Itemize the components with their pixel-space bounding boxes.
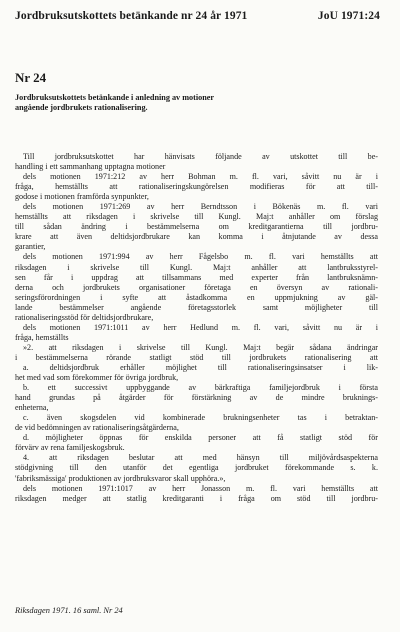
body-line: krare att även deltidsjordbrukare kan komma i åtnjutande av dessa [15,232,378,242]
body-line: fråga, hemställts [15,332,69,342]
body-line: c. även skogsdelen vid kombinerade brukningsenheter tas i betraktan- [23,413,378,423]
body-line: dels motionen 1971:1017 av herr Jonasson m. fl. vari hemställts att [23,483,378,493]
body-line: fråga, hemställts att rationaliseringskungörelsen modifieras för att till- [15,182,378,192]
body-line: dels motionen 1971:994 av herr Fågelsbo m. fl. vari hemställts att [23,252,378,262]
body-line: b. ett successivt uppbyggande av bärkraftiga familjejordbruk i första [23,383,378,393]
subject-line: Jordbruksutskottets betänkande i anledning av motioner [15,93,215,102]
running-header-reference: JoU 1971:24 [317,10,380,22]
body-line: 'fabriksmässiga' produktionen av jordbruksvaror skall upphöra.», [15,473,226,483]
report-subject [15,93,315,113]
body-line: dels motionen 1971:269 av herr Berndtsson i Bökenäs m. fl. vari [23,202,378,212]
body-line: enheterna, [15,403,49,413]
running-header-title: Jordbruksutskottets betänkande nr 24 år 1971 [15,10,248,22]
body-line: dels motionen 1971:1011 av herr Hedlund m. fl. vari, såvitt nu är i [23,322,378,332]
body-line: »2. att riksdagen i skrivelse till Kungl. Maj:t begär sådana ändringar [23,342,378,352]
body-line: seringsförordningen i syfte att åstadkomma en uppmjukning av gäl- [15,292,378,302]
page-footer: Riksdagen 1971. 16 saml. Nr 24 [15,606,123,615]
body-line: hand grundas på åtgärder för förstärkning av de mindre bruknings- [15,393,378,403]
body-line: 4. att riksdagen beslutar att med hänsyn till miljövårdsaspekterna [23,453,378,463]
body-line: sen får i uppdrag att tillsammans med experter från lantbruksnämn- [15,272,378,282]
body-line: godose i motionen framförda synpunkter, [15,192,149,202]
body-line: riksdagen i skrivelse till Kungl. Maj:t anhåller att lantbruksstyrel- [15,262,378,272]
body-line: Till jordbruksutskottet har hänvisats följande av utskottet till be- [23,152,378,161]
body-text [15,152,378,504]
body-line: garantier, [15,242,46,252]
body-line: a. deltidsjordbruk erhåller möjlighet till rationaliseringsinsatser i lik- [23,362,378,372]
body-line: derna och jordbrukets organisationer företaga en översyn av rationali- [15,282,378,292]
body-line: de vid bedömningen av rationaliseringsåtgärderna, [15,423,179,433]
subject-line: angående jordbrukets rationalisering. [15,103,148,112]
body-line: stödgivning till den utanför det egentliga jordbruket förekommande s. k. [15,463,378,473]
body-line: hemställts att riksdagen i skrivelse till Kungl. Maj:t anhåller om förslag [15,212,378,222]
body-line: handling i ett sammanhang upptagna motioner [15,162,166,172]
body-line: i bestämmelserna rörande statligt stöd till jordbrukets rationalisering att [15,352,378,362]
body-line: förvärv av rena familjeskogsbruk. [15,443,125,453]
report-number: Nr 24 [15,70,47,85]
body-line: lande bestämmelser angående företagsstorlek samt möjligheter till [15,302,378,312]
body-line: rationaliseringsstöd för deltidsjordbrukare, [15,312,154,322]
body-line: dels motionen 1971:212 av herr Bohman m. fl. vari, såvitt nu är i [23,172,378,182]
body-line: d. möjligheter öppnas för enskilda personer att få statligt stöd för [23,433,378,443]
body-line: till sådan ändring i bestämmelserna om kreditgarantierna till jordbru- [15,222,378,232]
body-line: riksdagen medger att statlig kreditgaranti i fråga om stöd till jordbru- [15,493,378,503]
body-line: het med vad som förekommer för övriga jordbruk, [15,373,179,383]
